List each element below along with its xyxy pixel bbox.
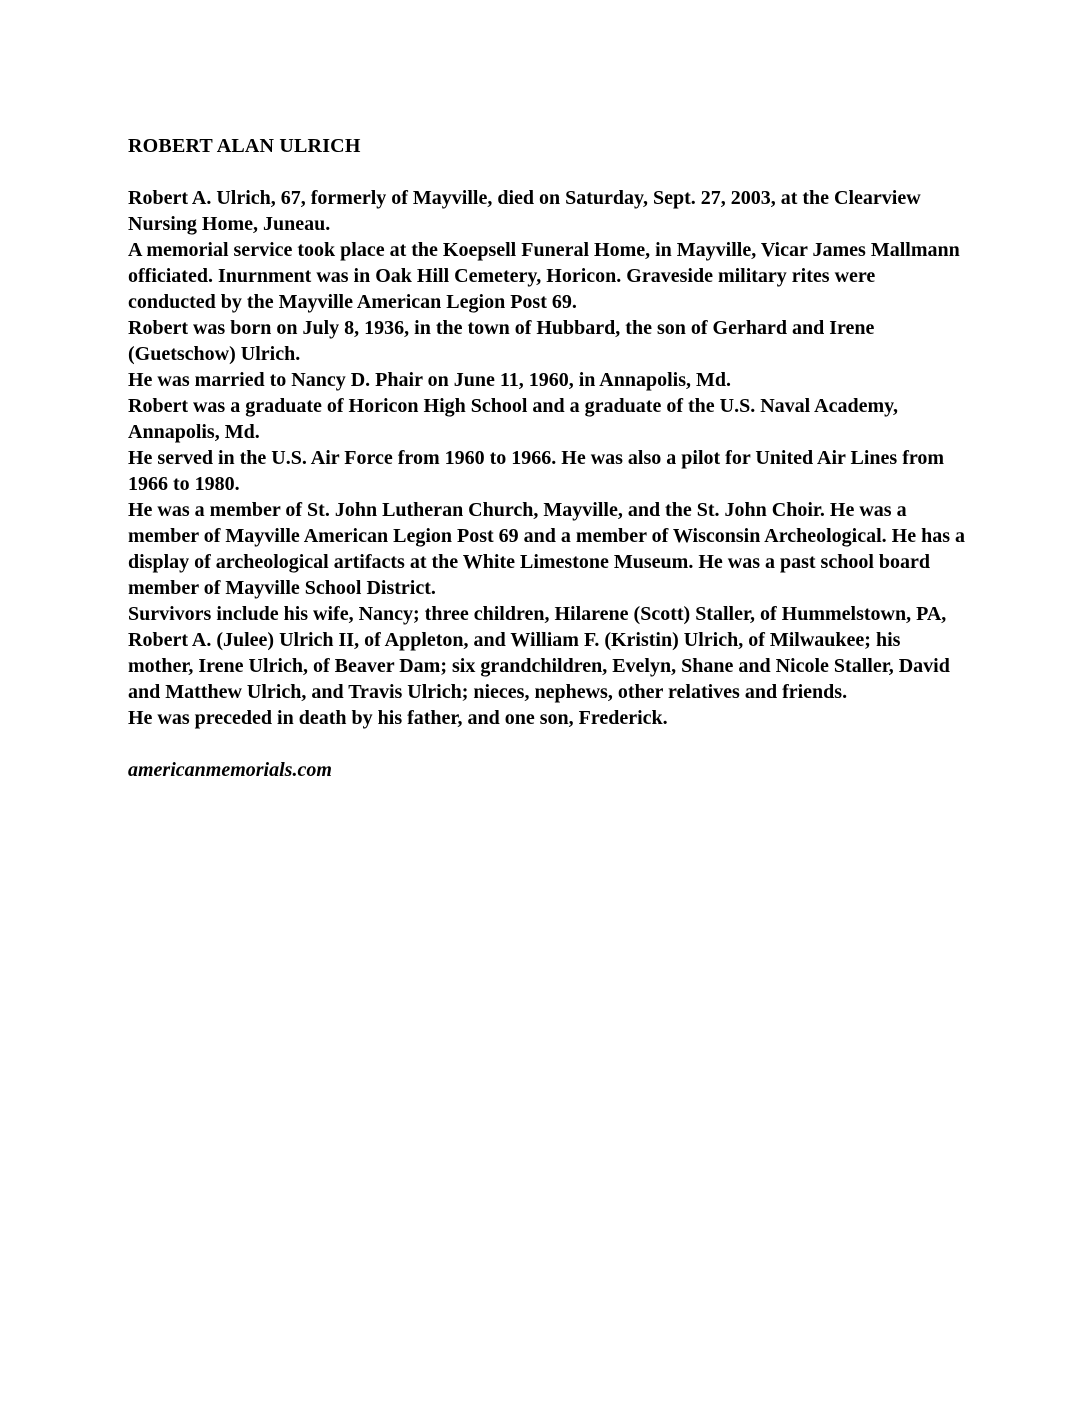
obituary-document [128, 133, 968, 783]
obituary-paragraph: He was a member of St. John Lutheran Church, Mayville, and the St. John Choir. He was a member of Mayville American Legion Post 69 and a member of Wisconsin Archeological. He has a display of archeological artifacts at the White Limestone Museum. He was a past school board member of Mayville School District. [128, 499, 965, 599]
obituary-paragraph: He was married to Nancy D. Phair on June 11, 1960, in Annapolis, Md. [128, 369, 732, 391]
obituary-paragraph: He was preceded in death by his father, and one son, Frederick. [128, 707, 668, 729]
page-title: ROBERT ALAN ULRICH [128, 135, 361, 157]
obituary-paragraph: Robert was a graduate of Horicon High School and a graduate of the U.S. Naval Academy, Annapolis, Md. [128, 395, 898, 443]
obituary-paragraph: He served in the U.S. Air Force from 1960 to 1966. He was also a pilot for United Air Lines from 1966 to 1980. [128, 447, 945, 495]
obituary-paragraph: Robert was born on July 8, 1936, in the town of Hubbard, the son of Gerhard and Irene (Guetschow) Ulrich. [128, 317, 875, 365]
obituary-paragraph: A memorial service took place at the Koepsell Funeral Home, in Mayville, Vicar James Mallmann officiated. Inurnment was in Oak Hill Cemetery, Horicon. Graveside military rites were conducted by the Mayville American Legion Post 69. [128, 239, 960, 313]
obituary-body [128, 185, 968, 731]
obituary-paragraph: Robert A. Ulrich, 67, formerly of Mayville, died on Saturday, Sept. 27, 2003, at the Clearview Nursing Home, Juneau. [128, 187, 921, 235]
obituary-paragraph: Survivors include his wife, Nancy; three children, Hilarene (Scott) Staller, of Hummelstown, PA, Robert A. (Julee) Ulrich II, of Appleton, and William F. (Kristin) Ulrich, of Milwaukee; his mother, Irene Ulrich, of Beaver Dam; six grandchildren, Evelyn, Shane and Nicole Staller, David and Matthew Ulrich, and Travis Ulrich; nieces, nephews, other relatives and friends. [128, 603, 950, 703]
site-attribution: americanmemorials.com [128, 759, 332, 781]
